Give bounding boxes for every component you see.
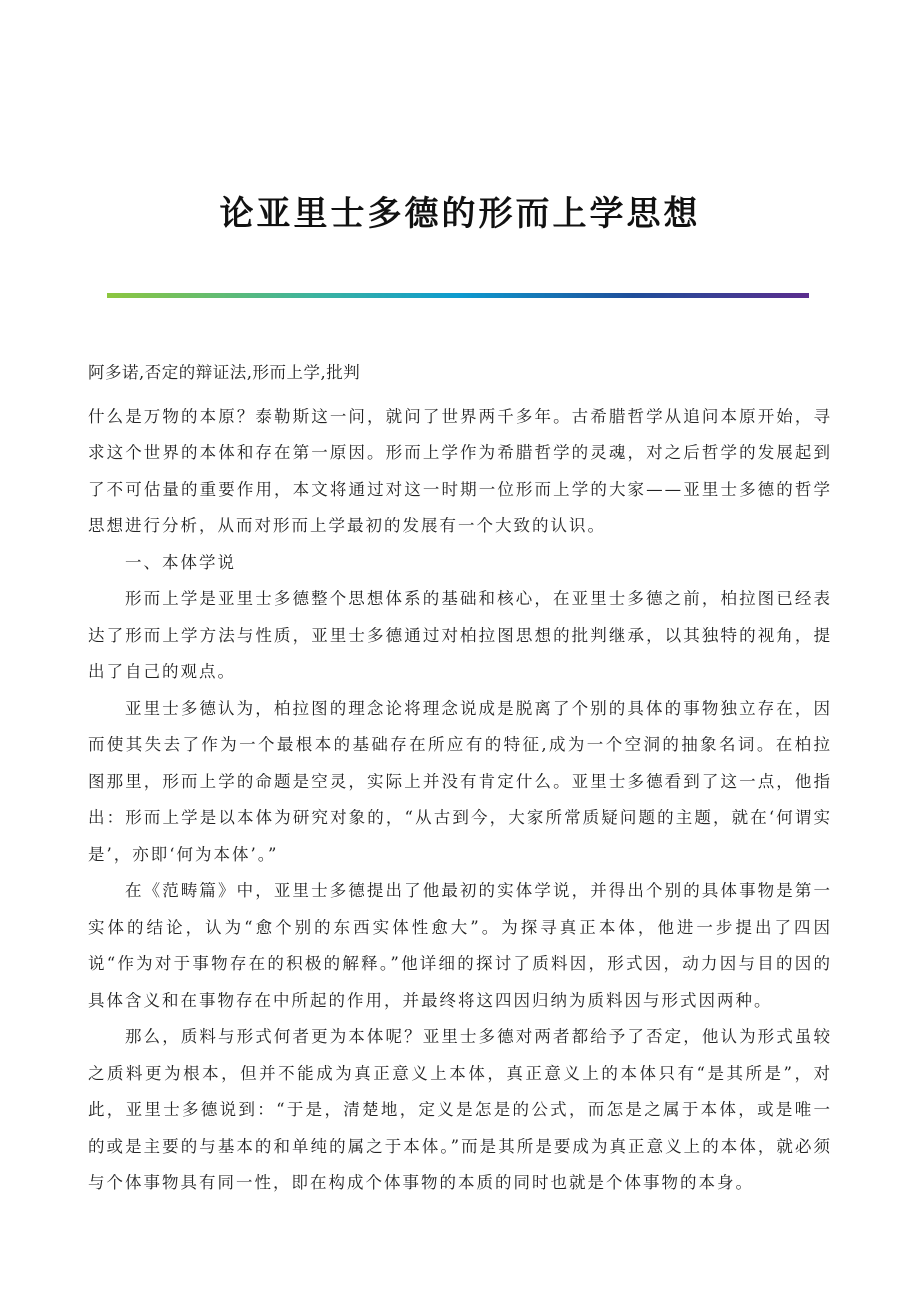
paragraph: 在《范畴篇》中，亚里士多德提出了他最初的实体学说，并得出个别的具体事物是第一实体的结论，认为“愈个别的东西实体性愈大”。为探寻真正本体，他进一步提出了四因说“作为对于事物存在的积极的解释。”他详细的探讨了质料因，形式因，动力因与目的因的具体含义和在事物存在中所起的作用，并最终将这四因归纳为质料因与形式因两种。 xyxy=(88,881,832,1010)
paragraph: 形而上学是亚里士多德整个思想体系的基础和核心，在亚里士多德之前，柏拉图已经表达了形而上学方法与性质，亚里士多德通过对柏拉图思想的批判继承，以其独特的视角，提出了自己的观点。 xyxy=(88,589,832,681)
paragraph: 那么，质料与形式何者更为本体呢？亚里士多德对两者都给予了否定，他认为形式虽较之质料更为根本，但并不能成为真正意义上本体，真正意义上的本体只有“是其所是”，对此，亚里士多德说到：“于是，清楚地，定义是怎是的公式，而怎是之属于本体，或是唯一的或是主要的与基本的和单纯的属之于本体。”而是其所是要成为真正意义上的本体，就必须与个体事物具有同一性，即在构成个体事物的本质的同时也就是个体事物的本身。 xyxy=(88,1027,832,1192)
paragraph: 亚里士多德认为，柏拉图的理念论将理念说成是脱离了个别的具体的事物独立存在，因而使其失去了作为一个最根本的基础存在所应有的特征,成为一个空洞的抽象名词。在柏拉图那里，形而上学的命题是空灵，实际上并没有肯定什么。亚里士多德看到了这一点，他指出：形而上学是以本体为研究对象的，“从古到今，大家所常质疑问题的主题，就在‘何谓实是’，亦即‘何为本体’。” xyxy=(88,698,832,864)
document-title: 论亚里士多德的形而上学思想 xyxy=(219,194,701,234)
keywords: 阿多诺,否定的辩证法,形而上学,批判 xyxy=(88,363,361,382)
section-heading: 一、本体学说 xyxy=(125,552,236,572)
paragraph-intro: 什么是万物的本原？泰勒斯这一问，就问了世界两千多年。古希腊哲学从追问本原开始，寻求这个世界的本体和存在第一原因。形而上学作为希腊哲学的灵魂，对之后哲学的发展起到了不可估量的重要作用，本文将通过对这一时期一位形而上学的大家——亚里士多德的哲学思想进行分析，从而对形而上学最初的发展有一个大致的认识。 xyxy=(88,406,832,535)
title-divider xyxy=(107,293,809,298)
document-body xyxy=(88,355,832,1202)
